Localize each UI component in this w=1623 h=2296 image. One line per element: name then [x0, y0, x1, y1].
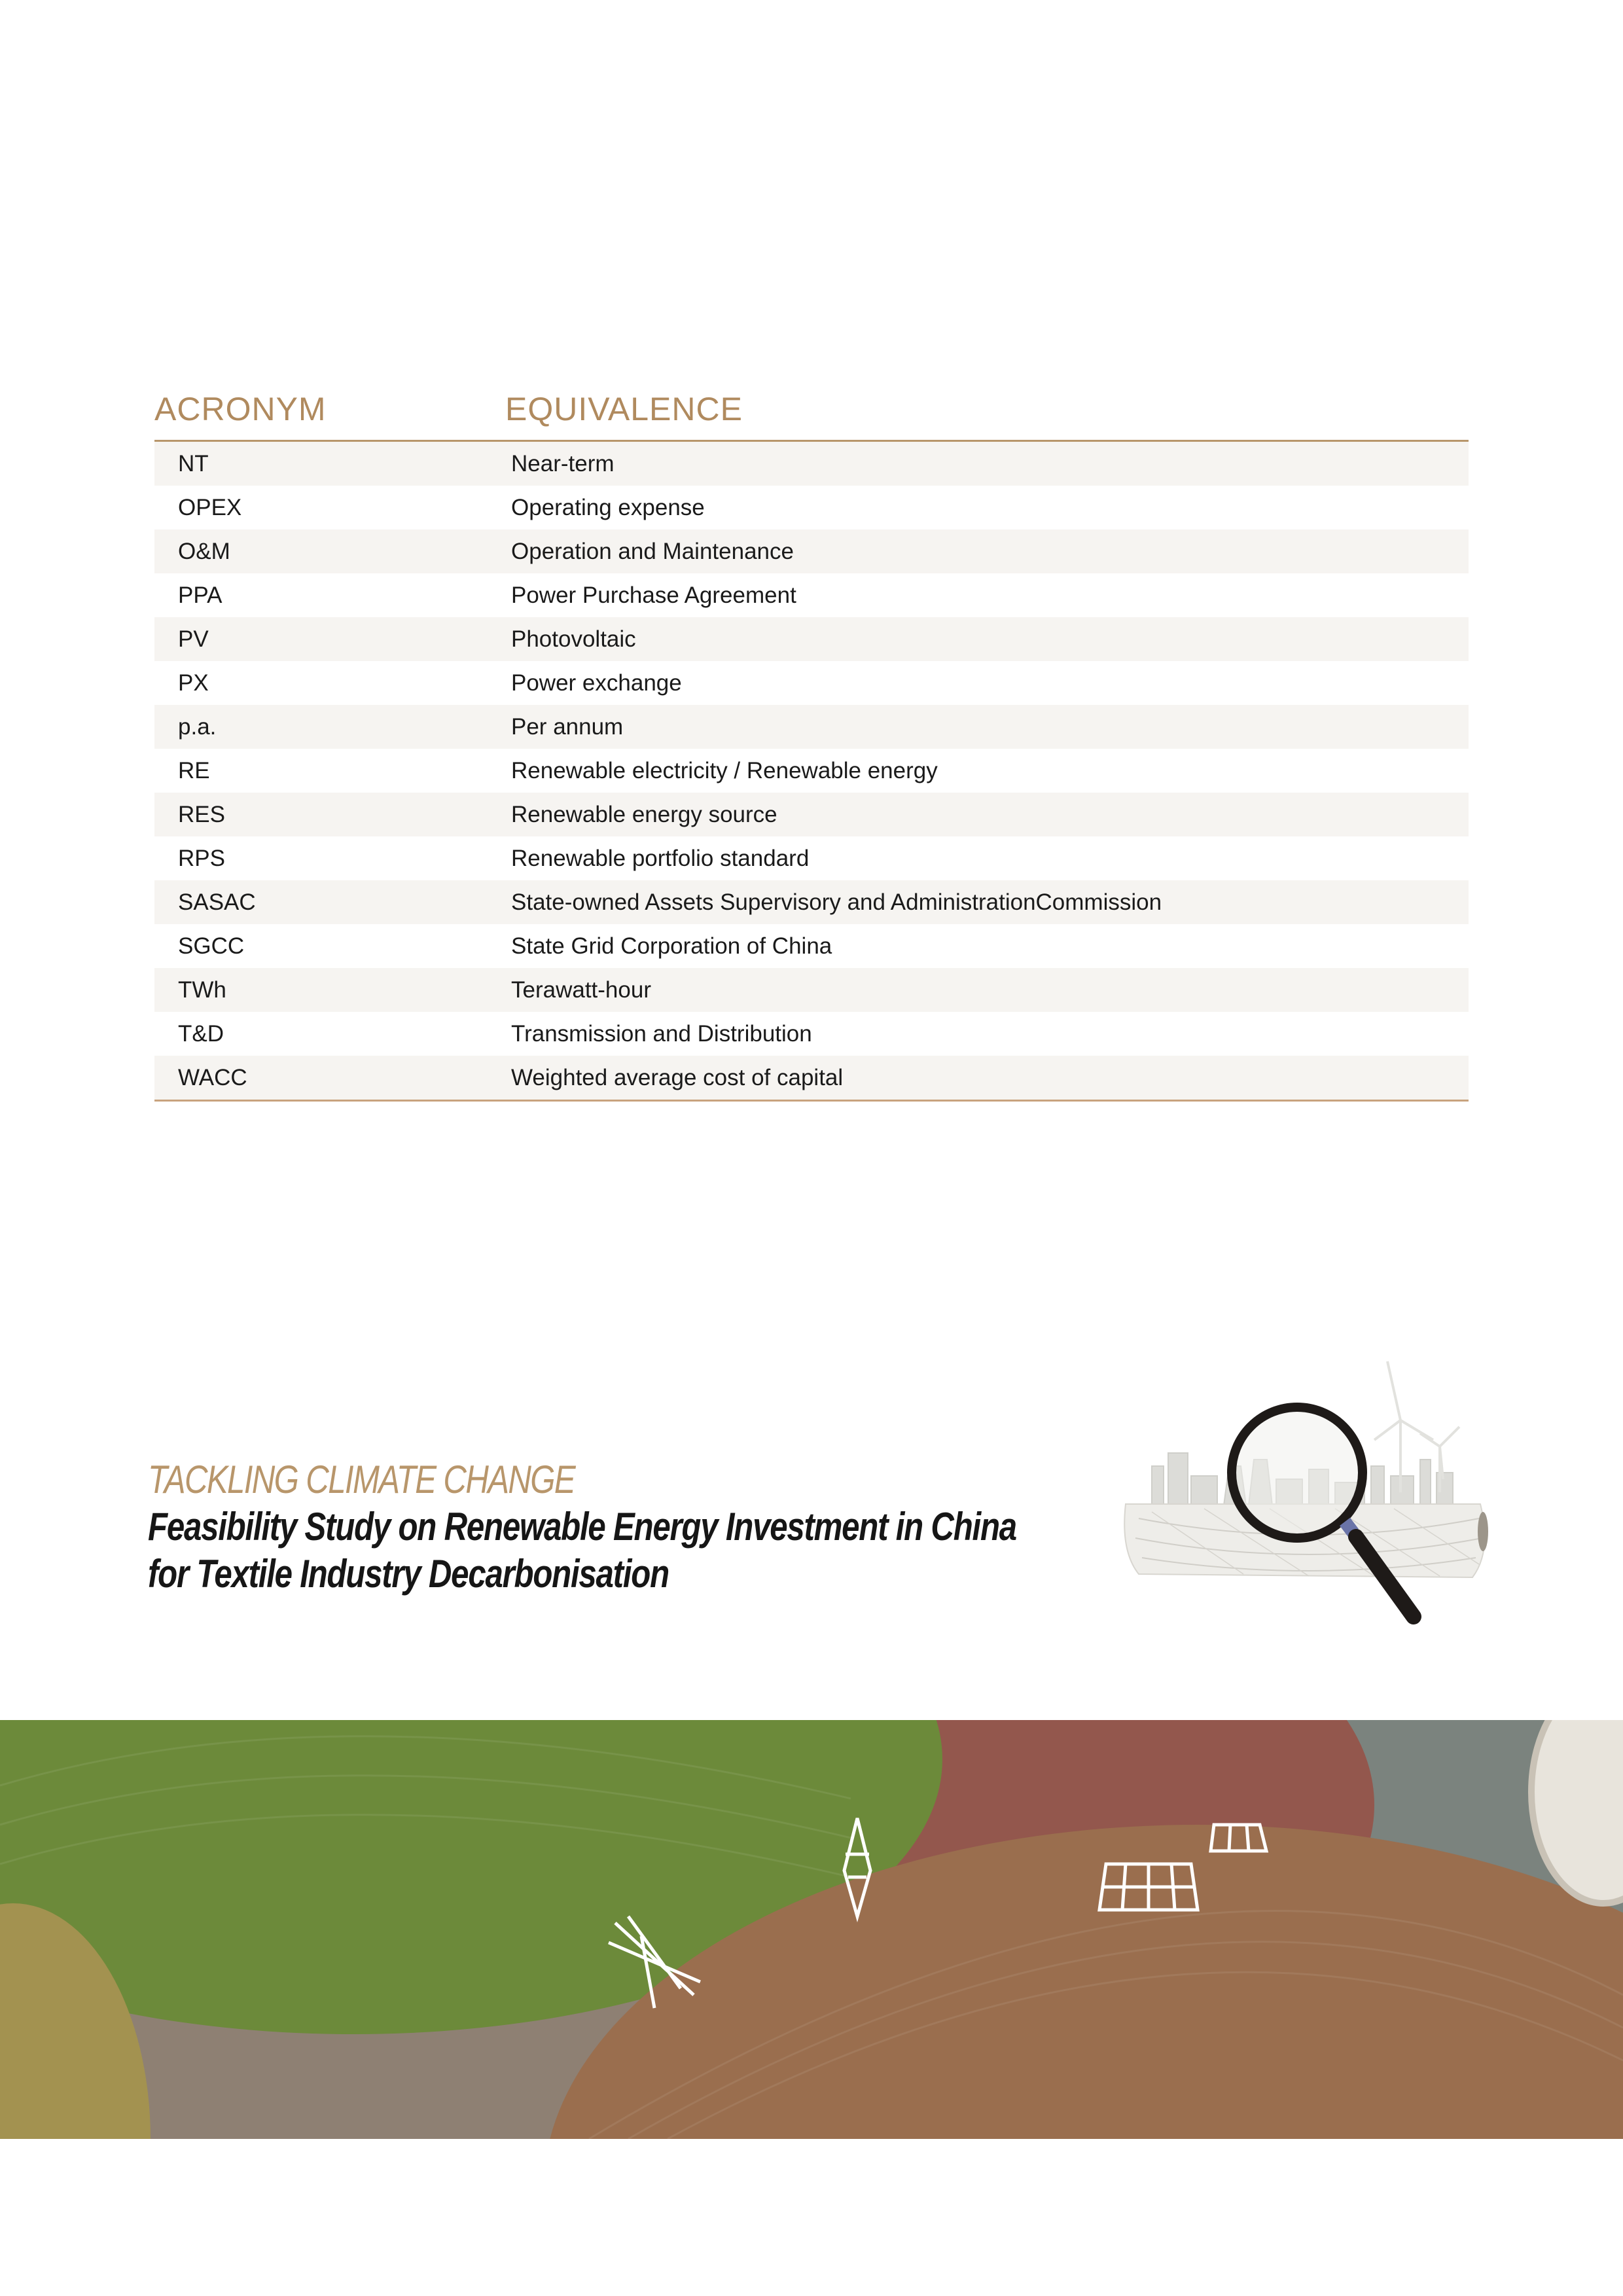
table-row: [154, 968, 1469, 1012]
report-kicker: TACKLING CLIMATE CHANGE: [148, 1458, 575, 1501]
yarn-cones-banner: [0, 1720, 1623, 2139]
equivalence-cell: State-owned Assets Supervisory and AdministrationCommission: [511, 889, 1162, 915]
equivalence-cell: Operation and Maintenance: [511, 539, 794, 564]
acronym-cell: RES: [178, 802, 225, 827]
equivalence-cell: Weighted average cost of capital: [511, 1065, 844, 1090]
acronym-cell: PV: [178, 626, 209, 652]
equivalence-cell: State Grid Corporation of China: [511, 933, 832, 959]
table-row: [154, 442, 1469, 486]
acronym-cell: PPA: [178, 583, 223, 608]
acronym-cell: PX: [178, 670, 209, 696]
acronym-cell: T&D: [178, 1021, 224, 1047]
acronym-cell: O&M: [178, 539, 230, 564]
table-row: [154, 836, 1469, 880]
report-title-line-2: for Textile Industry Decarbonisation: [148, 1552, 669, 1596]
table-row: [154, 880, 1469, 924]
spool-magnifier-illustration: [1113, 1355, 1505, 1630]
acronym-cell: WACC: [178, 1065, 247, 1090]
equivalence-cell: Power exchange: [511, 670, 682, 696]
acronym-table: [154, 390, 1469, 1102]
acronym-cell: RE: [178, 758, 210, 783]
acronym-cell: RPS: [178, 846, 225, 871]
equivalence-cell: Near-term: [511, 451, 615, 476]
table-body: [154, 442, 1469, 1100]
equivalence-cell: Per annum: [511, 714, 624, 740]
table-row: [154, 661, 1469, 705]
equivalence-cell: Renewable electricity / Renewable energy: [511, 758, 938, 783]
acronym-cell: p.a.: [178, 714, 217, 740]
acronym-cell: TWh: [178, 977, 226, 1003]
table-row: [154, 1056, 1469, 1100]
table-row: [154, 705, 1469, 749]
table-row: [154, 793, 1469, 836]
table-row: [154, 749, 1469, 793]
equivalence-cell: Renewable portfolio standard: [511, 846, 810, 871]
header-equivalence: EQUIVALENCE: [505, 391, 743, 427]
equivalence-cell: Renewable energy source: [511, 802, 777, 827]
table-row: [154, 529, 1469, 573]
equivalence-cell: Transmission and Distribution: [511, 1021, 812, 1047]
equivalence-cell: Photovoltaic: [511, 626, 636, 652]
header-acronym: ACRONYM: [154, 391, 327, 427]
table-row: [154, 1012, 1469, 1056]
equivalence-cell: Terawatt-hour: [511, 977, 651, 1003]
acronym-cell: SASAC: [178, 889, 256, 915]
acronym-cell: OPEX: [178, 495, 242, 520]
equivalence-cell: Power Purchase Agreement: [511, 583, 796, 608]
report-title-block: [148, 1456, 1051, 1598]
table-bottom-rule: [154, 1100, 1469, 1102]
acronym-cell: NT: [178, 451, 209, 476]
table-row: [154, 617, 1469, 661]
table-row: [154, 924, 1469, 968]
table-header: [154, 390, 1469, 442]
table-row: [154, 486, 1469, 529]
equivalence-cell: Operating expense: [511, 495, 705, 520]
report-title-line-1: Feasibility Study on Renewable Energy Investment in China: [148, 1505, 1016, 1549]
acronym-cell: SGCC: [178, 933, 245, 959]
table-row: [154, 573, 1469, 617]
